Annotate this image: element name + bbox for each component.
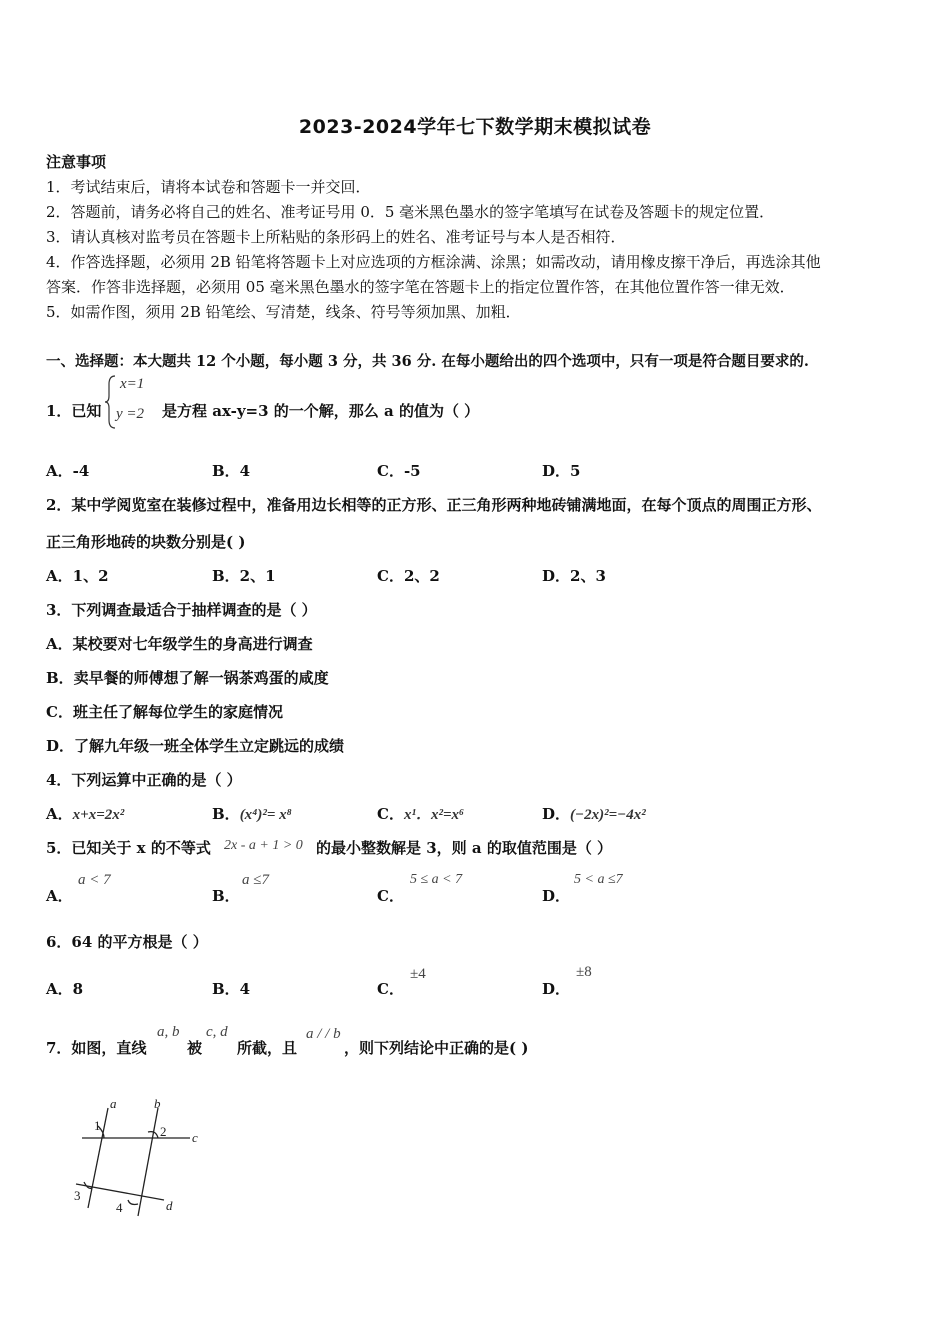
q2-stem-line2: 正三角形地砖的块数分别是( ) xyxy=(46,533,246,551)
fig-label-a: a xyxy=(110,1096,117,1111)
q4-expr-d: (−2x)²=−4x² xyxy=(570,807,646,823)
section-heading: 一、选择题：本大题共 12 个小题，每小题 3 分，共 36 分. 在每小题给出的四个选项中，只有一项是符合题目要求的. xyxy=(46,353,809,370)
q7-lines-ab: a, b xyxy=(157,1024,180,1040)
q1-prefix: 1．已知 xyxy=(46,402,102,420)
fig-label-3: 3 xyxy=(74,1188,81,1203)
q7-parallel: a / / b xyxy=(306,1026,341,1042)
q5-inequality: 2x - a + 1 > 0 xyxy=(224,838,303,853)
fig-label-d: d xyxy=(166,1198,173,1213)
q7-lines-cd: c, d xyxy=(206,1024,228,1040)
parallel-lines-diagram xyxy=(70,1096,220,1222)
q1-option-a: A．-4 xyxy=(46,462,90,480)
q4-expr-c: x¹．x²=x⁶ xyxy=(403,807,465,823)
fig-label-c: c xyxy=(192,1130,198,1145)
page-title: 2023-2024学年七下数学期末模拟试卷 xyxy=(298,116,652,138)
q6-option-c-value: ±4 xyxy=(410,966,426,982)
q6-option-d-label: D． xyxy=(542,980,571,998)
notice-item-1: 1．考试结束后，请将本试卷和答题卡一并交回． xyxy=(46,178,371,196)
q5-stem: 的最小整数解是 3，则 a 的取值范围是（ ） xyxy=(316,839,613,857)
q2-stem-line1: 2．某中学阅览室在装修过程中，准备用边长相等的正方形、正三角形两种地砖铺满地面，在每个顶点的周围正方形、 xyxy=(46,496,822,514)
q2-option-a: A．1、2 xyxy=(46,567,109,585)
q7-part1: 7．如图，直线 xyxy=(46,1039,147,1057)
q5-prefix: 5．已知关于 x 的不等式 xyxy=(46,839,211,857)
fig-label-2: 2 xyxy=(160,1124,167,1139)
q5-option-d-value: 5 < a ≤7 xyxy=(574,872,623,887)
fig-label-4: 4 xyxy=(116,1200,123,1215)
q5-option-c-label: C． xyxy=(377,887,404,905)
q7-part4: ，则下列结论中正确的是( ) xyxy=(344,1039,529,1057)
fig-label-b: b xyxy=(154,1096,161,1111)
q4-option-c xyxy=(377,804,464,825)
q5-option-a-value: a < 7 xyxy=(78,872,111,888)
q6-stem: 6．64 的平方根是（ ） xyxy=(46,933,208,951)
fig-label-1: 1 xyxy=(94,1118,101,1133)
notice-item-4: 4．作答选择题，必须用 2B 铅笔将答题卡上对应选项的方框涂满、涂黑；如需改动，请用橡皮擦干净后，再选涂其他 xyxy=(46,253,821,271)
q2-option-d: D．2、3 xyxy=(542,567,606,585)
q4-label-a: A． xyxy=(46,805,73,823)
q3-option-d: D．了解九年级一班全体学生立定跳远的成绩 xyxy=(46,737,345,755)
q1-stem: 是方程 ax-y=3 的一个解，那么 a 的值为（ ） xyxy=(162,402,480,420)
q4-label-b: B． xyxy=(212,805,240,823)
q1-option-b: B．4 xyxy=(212,462,251,480)
q5-option-b-value: a ≤7 xyxy=(242,872,269,888)
q1-equation-system xyxy=(104,374,160,430)
q5-option-a-label: A． xyxy=(46,887,73,905)
q7-part2: 被 xyxy=(187,1039,203,1057)
q5-option-b-label: B． xyxy=(212,887,240,905)
notice-item-3: 3．请认真核对监考员在答题卡上所粘贴的条形码上的姓名、准考证号与本人是否相符． xyxy=(46,228,626,246)
q1-option-d: D．5 xyxy=(542,462,581,480)
q7-part3: 所截，且 xyxy=(237,1039,298,1057)
notice-item-4-cont: 答案．作答非选择题，必须用 05 毫米黑色墨水的签字笔在答题卡上的指定位置作答，在其他位置作答一律无效． xyxy=(46,278,795,296)
q3-option-b: B．卖早餐的师傅想了解一锅茶鸡蛋的咸度 xyxy=(46,669,329,687)
q4-option-b xyxy=(212,804,292,825)
notice-item-5: 5．如需作图，须用 2B 铅笔绘、写清楚，线条、符号等须加黑、加粗． xyxy=(46,303,521,321)
q6-option-a: A．8 xyxy=(46,980,84,998)
q4-stem: 4．下列运算中正确的是（ ） xyxy=(46,771,242,789)
q4-expr-a: x+x=2x² xyxy=(72,807,125,823)
q4-option-a xyxy=(46,804,124,825)
q6-option-c-label: C． xyxy=(377,980,404,998)
q2-option-c: C．2、2 xyxy=(377,567,440,585)
notice-heading: 注意事项 xyxy=(46,153,107,171)
q1-eq-y: y =2 xyxy=(116,406,145,422)
q5-option-c-value: 5 ≤ a < 7 xyxy=(410,872,463,887)
q3-option-c: C．班主任了解每位学生的家庭情况 xyxy=(46,703,283,721)
q6-option-d-value: ±8 xyxy=(576,964,592,980)
q4-option-d xyxy=(542,804,646,825)
q4-expr-b: (x⁴)²= x⁸ xyxy=(239,807,292,823)
q5-option-d-label: D． xyxy=(542,887,571,905)
q3-stem: 3．下列调查最适合于抽样调查的是（ ） xyxy=(46,601,317,619)
q2-option-b: B．2、1 xyxy=(212,567,276,585)
q1-eq-x: x=1 xyxy=(120,376,145,392)
q6-option-b: B．4 xyxy=(212,980,251,998)
q4-label-d: D． xyxy=(542,805,571,823)
q4-label-c: C． xyxy=(377,805,404,823)
q7-figure xyxy=(70,1096,220,1226)
q3-option-a: A．某校要对七年级学生的身高进行调查 xyxy=(46,635,313,653)
q1-option-c: C．-5 xyxy=(377,462,421,480)
notice-item-2: 2．答题前，请务必将自己的姓名、准考证号用 0．5 毫米黑色墨水的签字笔填写在试卷及答题卡的规定位置． xyxy=(46,203,775,221)
